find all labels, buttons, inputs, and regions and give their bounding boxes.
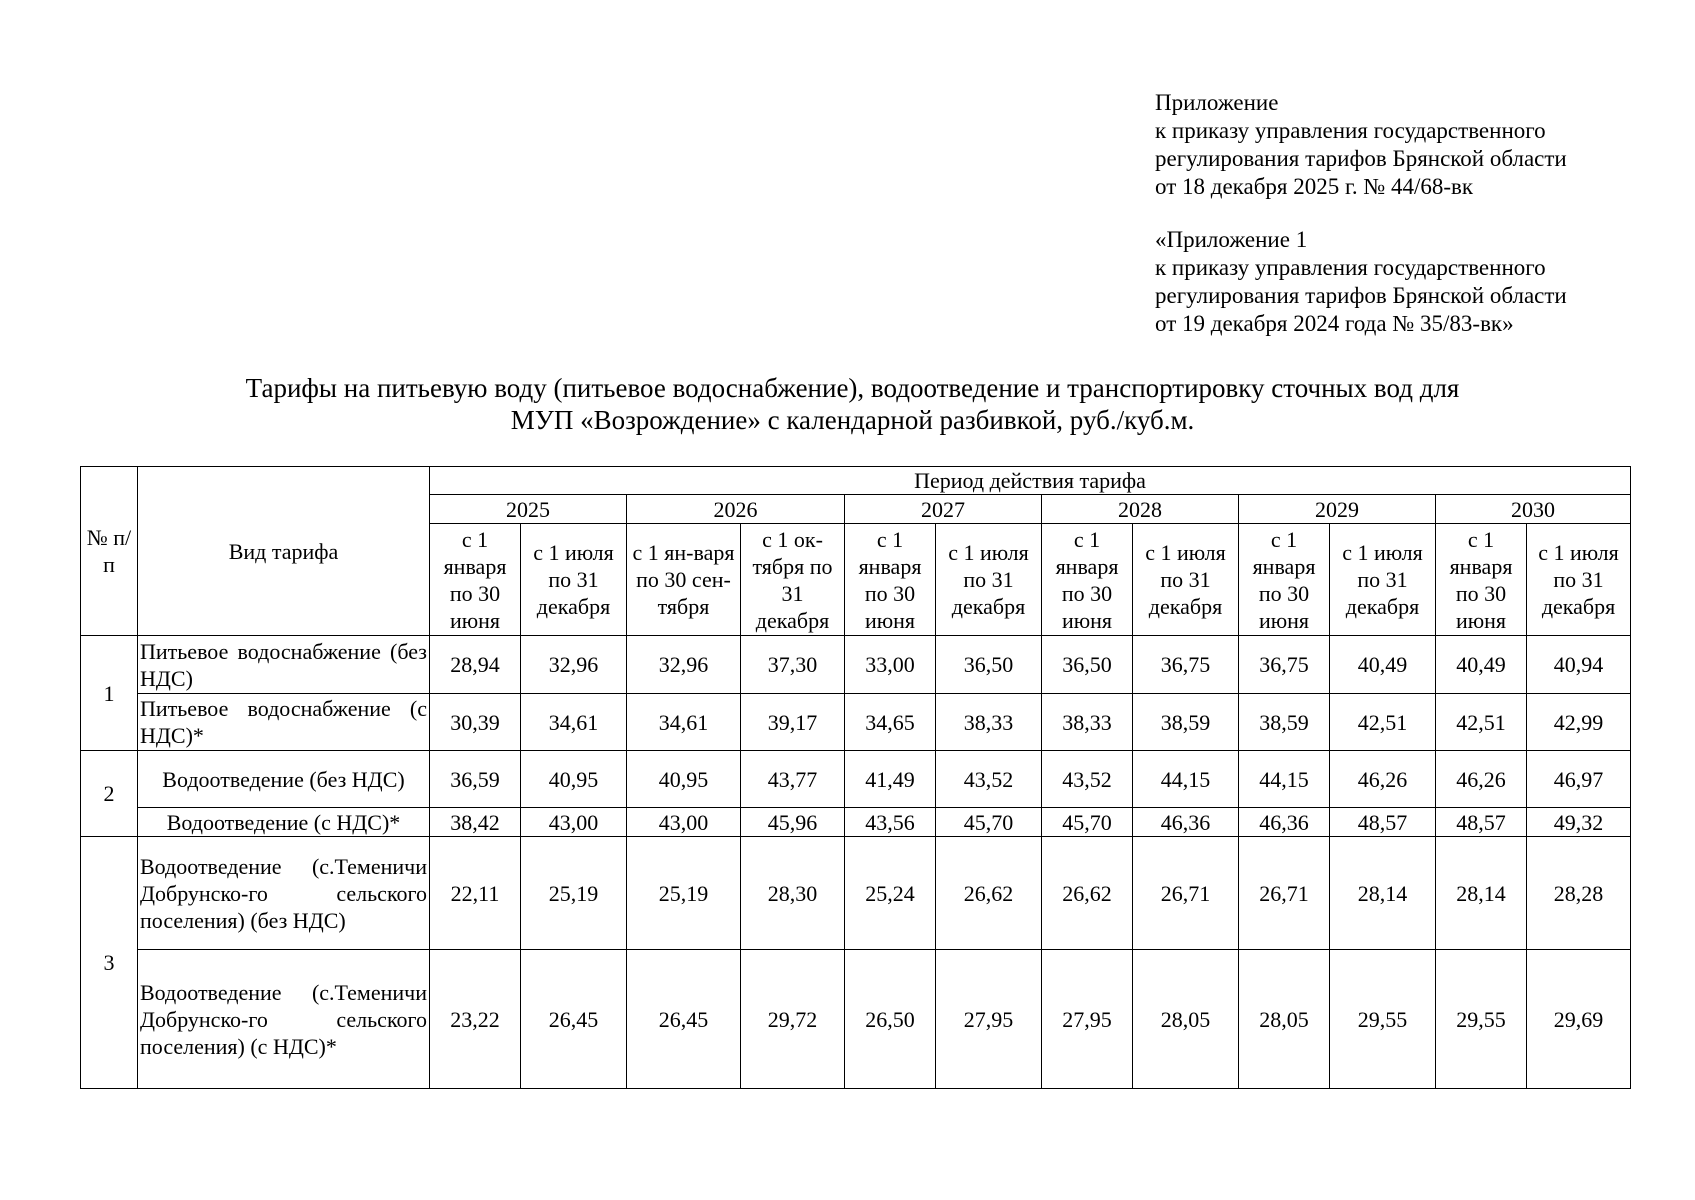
tariff-value-cell: 43,56 — [845, 808, 936, 837]
tariff-value-cell: 28,94 — [430, 636, 521, 694]
tariff-value-cell: 28,28 — [1527, 837, 1631, 950]
tariff-value-cell: 36,75 — [1133, 636, 1239, 694]
tariff-value-cell: 26,62 — [1042, 837, 1133, 950]
header-period: Период действия тарифа — [430, 467, 1631, 495]
tariff-value-cell: 37,30 — [741, 636, 845, 694]
header-subperiod: с 1 января по 30 июня — [430, 524, 521, 636]
table-body — [81, 636, 1631, 1089]
header-subperiod: с 1 июля по 31 декабря — [1330, 524, 1436, 636]
tariff-value-cell: 22,11 — [430, 837, 521, 950]
document-title — [80, 372, 1625, 436]
tariff-value-cell: 45,70 — [1042, 808, 1133, 837]
tariff-value-cell: 40,95 — [521, 751, 627, 808]
header-subperiod: с 1 июля по 31 декабря — [1133, 524, 1239, 636]
header-subperiod: с 1 июля по 31 декабря — [1527, 524, 1631, 636]
tariff-value-cell: 25,19 — [627, 837, 741, 950]
tariff-value-cell: 43,77 — [741, 751, 845, 808]
tariff-value-cell: 27,95 — [936, 950, 1042, 1089]
tariff-value-cell: 46,97 — [1527, 751, 1631, 808]
tariff-value-cell: 38,59 — [1133, 694, 1239, 751]
header-year: 2029 — [1239, 495, 1436, 524]
header-subperiod: с 1 января по 30 июня — [1239, 524, 1330, 636]
tariff-value-cell: 43,52 — [1042, 751, 1133, 808]
appendix-current-line: регулирования тарифов Брянской области — [1155, 146, 1567, 171]
tariff-value-cell: 46,26 — [1330, 751, 1436, 808]
tariff-value-cell: 44,15 — [1239, 751, 1330, 808]
tariff-value-cell: 26,62 — [936, 837, 1042, 950]
tariff-value-cell: 40,95 — [627, 751, 741, 808]
tariff-value-cell: 26,45 — [627, 950, 741, 1089]
table-row — [81, 636, 1631, 694]
tariff-value-cell: 42,51 — [1330, 694, 1436, 751]
tariff-kind-cell: Водоотведение (без НДС) — [138, 751, 430, 808]
table-row — [81, 751, 1631, 808]
document-title-line: МУП «Возрождение» с календарной разбивкой, руб./куб.м. — [510, 405, 1195, 435]
appendix-current-line: Приложение — [1155, 90, 1279, 115]
header-subperiod: с 1 ок-тября по 31 декабря — [741, 524, 845, 636]
tariff-value-cell: 40,49 — [1436, 636, 1527, 694]
header-subperiod: с 1 января по 30 июня — [1436, 524, 1527, 636]
tariff-value-cell: 42,51 — [1436, 694, 1527, 751]
tariff-value-cell: 28,14 — [1330, 837, 1436, 950]
tariff-value-cell: 29,55 — [1330, 950, 1436, 1089]
tariff-value-cell: 29,72 — [741, 950, 845, 1089]
tariff-value-cell: 38,33 — [1042, 694, 1133, 751]
tariff-value-cell: 45,70 — [936, 808, 1042, 837]
tariff-value-cell: 32,96 — [521, 636, 627, 694]
tariff-value-cell: 49,32 — [1527, 808, 1631, 837]
tariff-kind-cell: Водоотведение (с НДС)* — [138, 808, 430, 837]
tariff-value-cell: 26,50 — [845, 950, 936, 1089]
row-number: 1 — [81, 636, 138, 751]
tariff-value-cell: 38,33 — [936, 694, 1042, 751]
tariff-value-cell: 25,24 — [845, 837, 936, 950]
tariff-kind-cell: Водоотведение (с.Теменичи Добрунско-го сельского поселения) (без НДС) — [138, 837, 430, 950]
tariff-value-cell: 27,95 — [1042, 950, 1133, 1089]
tariff-value-cell: 43,52 — [936, 751, 1042, 808]
tariff-value-cell: 26,71 — [1239, 837, 1330, 950]
header-subperiod: с 1 июля по 31 декабря — [521, 524, 627, 636]
appendix-current-line: от 18 декабря 2025 г. № 44/68-вк — [1155, 174, 1474, 199]
tariff-value-cell: 28,14 — [1436, 837, 1527, 950]
row-number: 2 — [81, 751, 138, 837]
tariff-value-cell: 28,05 — [1239, 950, 1330, 1089]
header-year: 2025 — [430, 495, 627, 524]
tariff-value-cell: 26,71 — [1133, 837, 1239, 950]
appendix-original-line: от 19 декабря 2024 года № 35/83-вк» — [1155, 311, 1514, 336]
document-title-line: Тарифы на питьевую воду (питьевое водоснабжение), водоотведение и транспортировку сточных вод для — [245, 373, 1460, 403]
tariff-value-cell: 29,55 — [1436, 950, 1527, 1089]
table-row — [81, 837, 1631, 950]
tariff-value-cell: 29,69 — [1527, 950, 1631, 1089]
tariff-value-cell: 44,15 — [1133, 751, 1239, 808]
table-row — [81, 808, 1631, 837]
header-year: 2028 — [1042, 495, 1239, 524]
header-subperiod: с 1 января по 30 июня — [1042, 524, 1133, 636]
tariff-value-cell: 45,96 — [741, 808, 845, 837]
tariff-value-cell: 46,36 — [1133, 808, 1239, 837]
tariff-value-cell: 30,39 — [430, 694, 521, 751]
appendix-original-block — [1155, 226, 1567, 338]
appendix-original-line: к приказу управления государственного — [1155, 255, 1546, 280]
tariff-value-cell: 48,57 — [1436, 808, 1527, 837]
tariff-table — [80, 466, 1631, 1089]
tariff-value-cell: 43,00 — [521, 808, 627, 837]
tariff-value-cell: 48,57 — [1330, 808, 1436, 837]
header-year: 2027 — [845, 495, 1042, 524]
tariff-value-cell: 43,00 — [627, 808, 741, 837]
appendix-original-line: «Приложение 1 — [1155, 227, 1308, 252]
header-year: 2030 — [1436, 495, 1631, 524]
tariff-value-cell: 23,22 — [430, 950, 521, 1089]
appendix-original-line: регулирования тарифов Брянской области — [1155, 283, 1567, 308]
appendix-current-line: к приказу управления государственного — [1155, 118, 1546, 143]
tariff-value-cell: 28,05 — [1133, 950, 1239, 1089]
tariff-value-cell: 40,94 — [1527, 636, 1631, 694]
tariff-value-cell: 26,45 — [521, 950, 627, 1089]
tariff-value-cell: 33,00 — [845, 636, 936, 694]
tariff-value-cell: 42,99 — [1527, 694, 1631, 751]
tariff-value-cell: 41,49 — [845, 751, 936, 808]
header-year: 2026 — [627, 495, 845, 524]
header-number: № п/п — [81, 467, 138, 636]
header-subperiod: с 1 ян-варя по 30 сен-тября — [627, 524, 741, 636]
header-subperiod: с 1 июля по 31 декабря — [936, 524, 1042, 636]
table-row — [81, 950, 1631, 1089]
tariff-value-cell: 36,75 — [1239, 636, 1330, 694]
tariff-value-cell: 34,61 — [521, 694, 627, 751]
tariff-value-cell: 40,49 — [1330, 636, 1436, 694]
header-subperiod: с 1 января по 30 июня — [845, 524, 936, 636]
tariff-value-cell: 39,17 — [741, 694, 845, 751]
tariff-value-cell: 38,42 — [430, 808, 521, 837]
tariff-value-cell: 36,50 — [1042, 636, 1133, 694]
tariff-value-cell: 32,96 — [627, 636, 741, 694]
header-tariff-kind: Вид тарифа — [138, 467, 430, 636]
row-number: 3 — [81, 837, 138, 1089]
table-row — [81, 694, 1631, 751]
tariff-value-cell: 34,65 — [845, 694, 936, 751]
tariff-value-cell: 25,19 — [521, 837, 627, 950]
tariff-value-cell: 38,59 — [1239, 694, 1330, 751]
appendix-current-block — [1155, 89, 1567, 201]
tariff-value-cell: 46,36 — [1239, 808, 1330, 837]
table-header — [81, 467, 1631, 636]
tariff-value-cell: 36,50 — [936, 636, 1042, 694]
tariff-kind-cell: Водоотведение (с.Теменичи Добрунско-го сельского поселения) (с НДС)* — [138, 950, 430, 1089]
tariff-value-cell: 46,26 — [1436, 751, 1527, 808]
tariff-value-cell: 34,61 — [627, 694, 741, 751]
tariff-kind-cell: Питьевое водоснабжение (с НДС)* — [138, 694, 430, 751]
tariff-value-cell: 28,30 — [741, 837, 845, 950]
tariff-value-cell: 36,59 — [430, 751, 521, 808]
tariff-kind-cell: Питьевое водоснабжение (без НДС) — [138, 636, 430, 694]
